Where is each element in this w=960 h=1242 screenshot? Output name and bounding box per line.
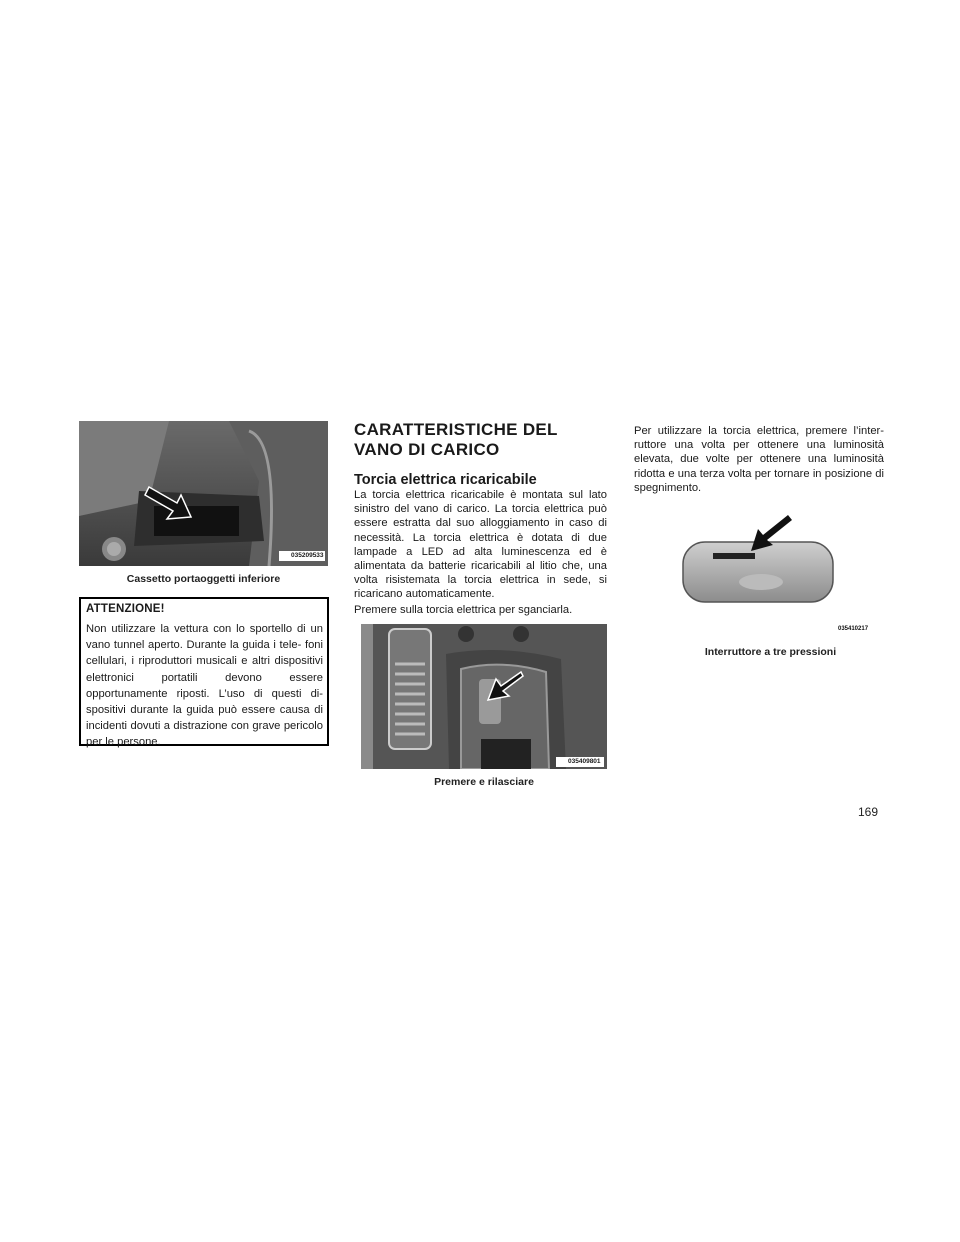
- warning-box: [79, 597, 329, 749]
- flashlight-photo: [361, 624, 607, 769]
- section-title: CARATTERISTICHE DEL VANO DI CARICO: [354, 420, 558, 459]
- figure-code: 035409801: [568, 758, 601, 765]
- body-paragraph: Premere sulla torcia elettrica per sganciarla.: [354, 604, 573, 616]
- figure-code: 035410217: [838, 626, 869, 632]
- body-paragraph: Per utilizzare la torcia elettrica, premere l’inter- ruttore una volta per ottenere una luminosità elevata, due volte per ottenere una luminosità ridotta e una terza volta per tornare in posizione di spegnimento.: [634, 425, 884, 494]
- switch-illustration: [673, 507, 894, 637]
- flashlight-illustration: [361, 624, 607, 769]
- three-press-switch-illustration-container: [673, 507, 894, 637]
- console-storage-photo: [79, 421, 328, 566]
- figure-caption: Interruttore a tre pressioni: [704, 646, 837, 658]
- page-number: 169: [858, 805, 879, 819]
- figure-caption: Cassetto portaoggetti inferiore: [126, 573, 281, 585]
- figure-code: 035209533: [291, 552, 324, 559]
- section-subtitle: Torcia elettrica ricaricabile: [354, 472, 537, 488]
- figure-caption: Premere e rilasciare: [434, 776, 534, 788]
- body-paragraph: La torcia elettrica ricaricabile è montata sul lato sinistro del vano di carico. La torcia elettrica può essere estratta dal suo alloggiamento in caso di necessità. La torcia elettrica è dotata di due lampade a LED ad alta luminescenza ed è alimentata da batterie ricaricabili al litio che, una volta risistemata la torcia elettrica in sede, si ricaricano automaticamente.: [354, 489, 607, 601]
- warning-title: ATTENZIONE!: [86, 603, 165, 615]
- warning-body: Non utilizzare la vettura con lo sportello di un vano tunnel aperto. Durante la guida i tele- foni cellulari, i riproduttori musicali e altri dispositivi elettronici portatili devono essere opportunamente riposti. L’uso di questi di- spositivi durante la guida può essere causa di incidenti dovuti a distrazione con grave pericolo per le persone.: [86, 623, 323, 749]
- console-storage-illustration: [79, 421, 328, 566]
